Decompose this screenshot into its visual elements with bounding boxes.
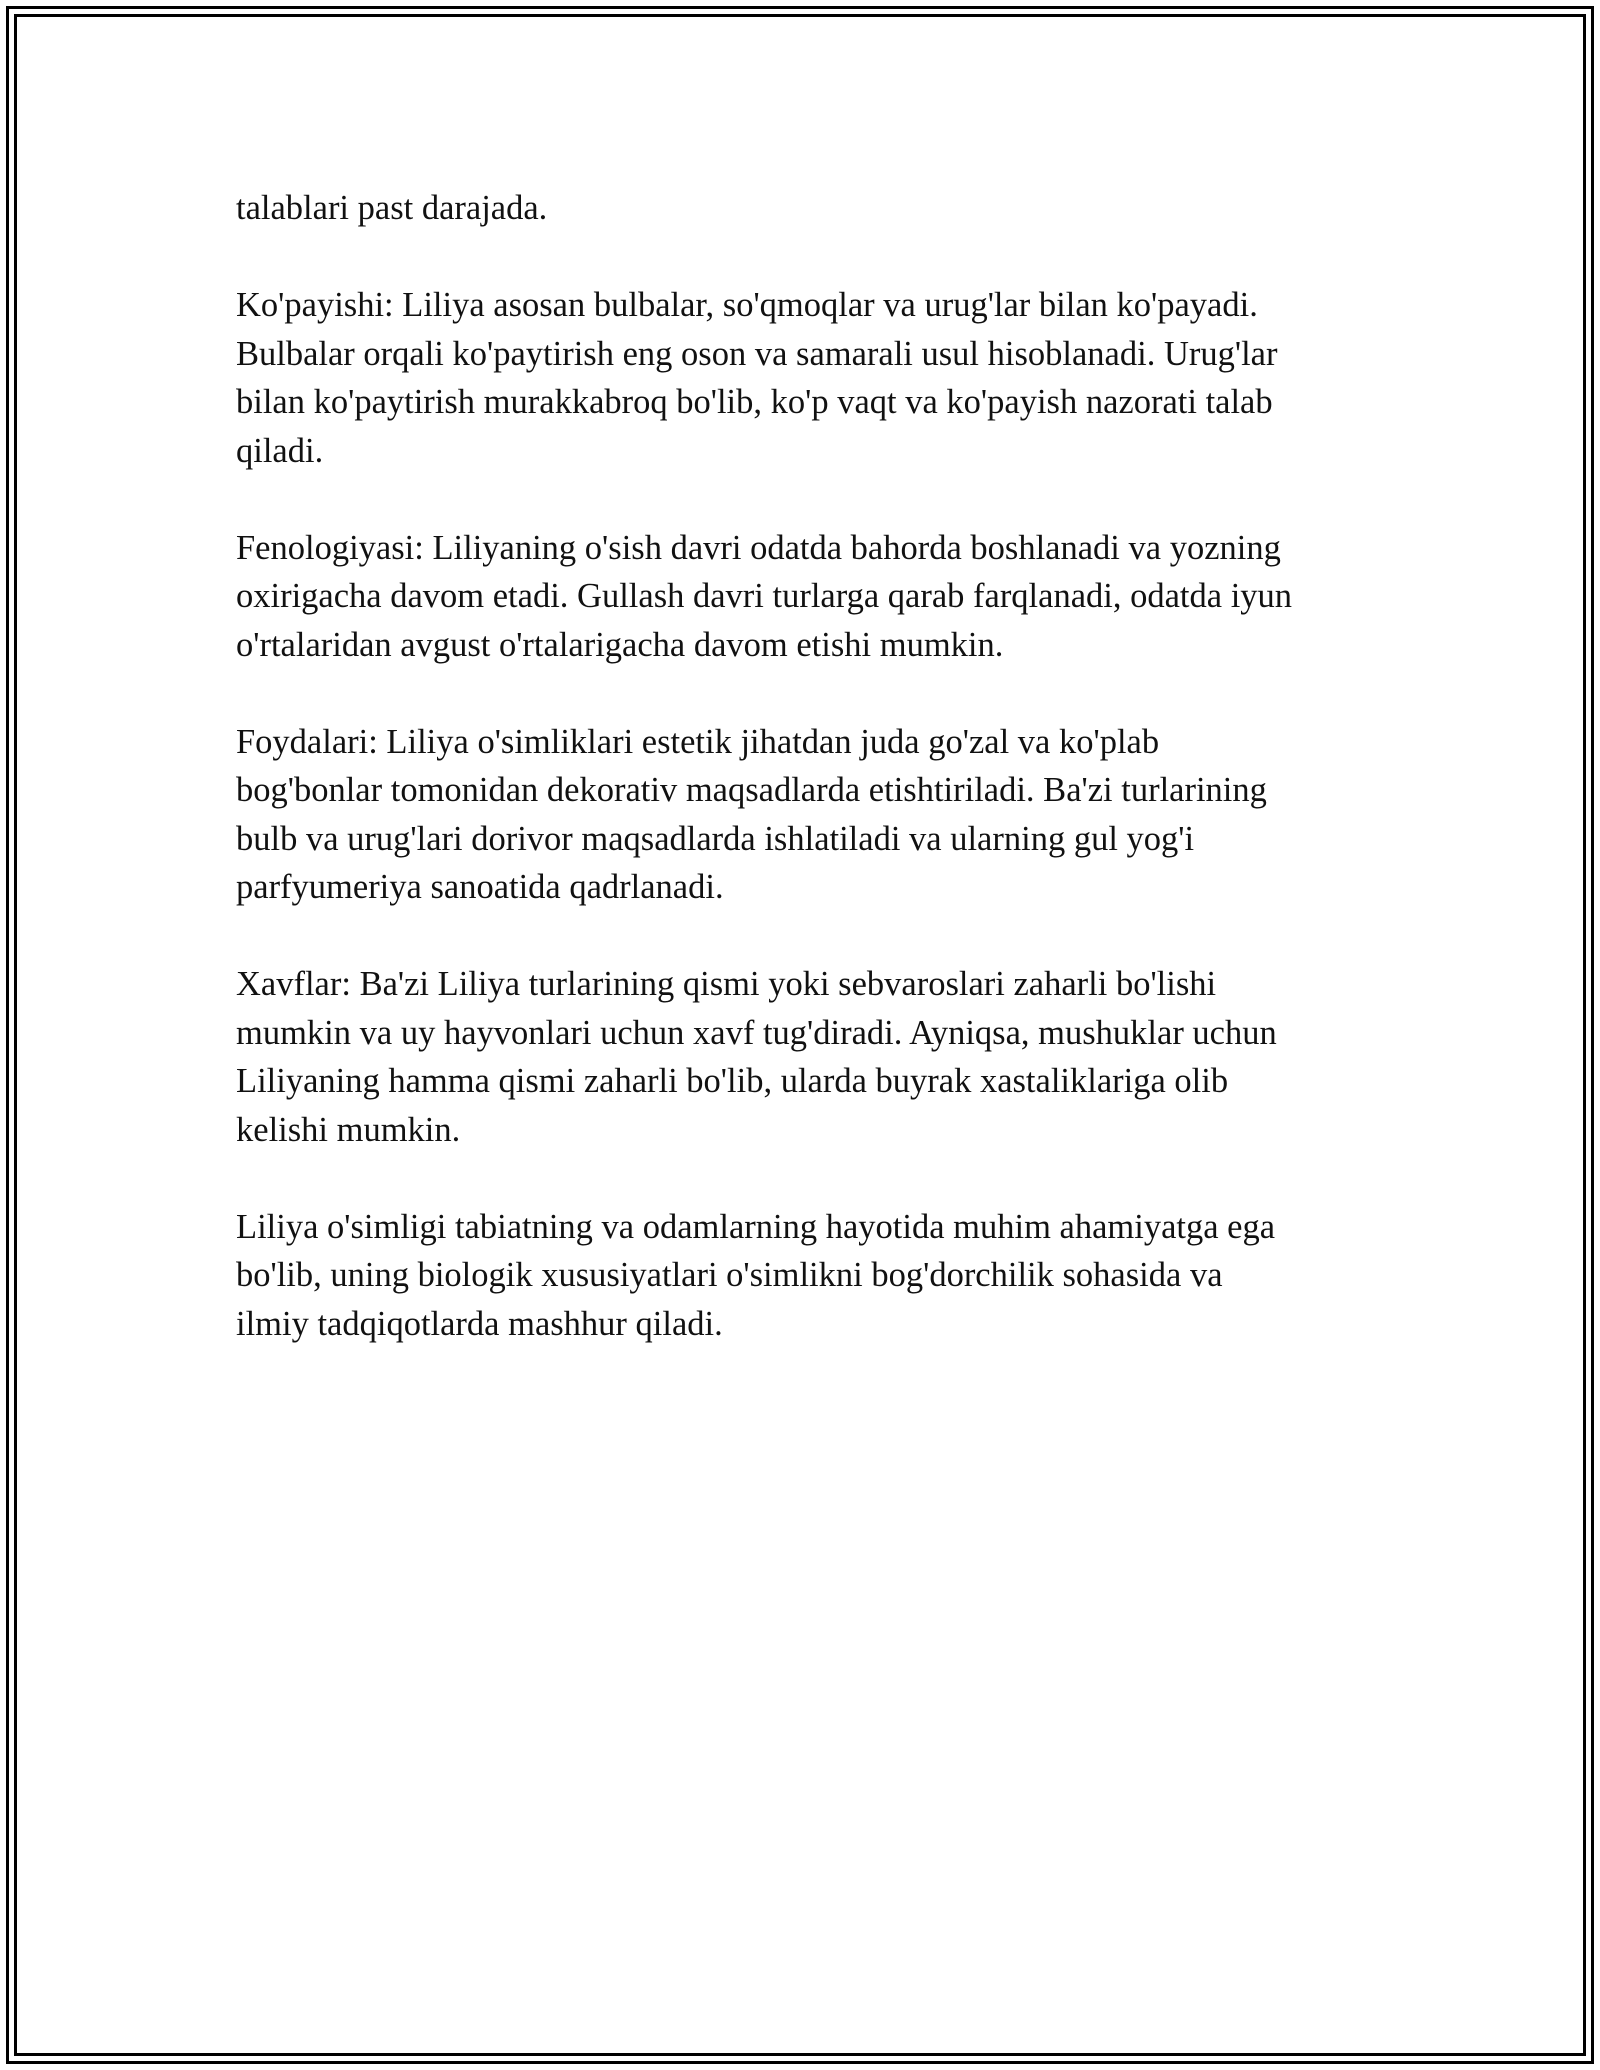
document-body: [236, 184, 1366, 1397]
paragraph-conclusion: Liliya o'simligi tabiatning va odamlarning hayotida muhim ahamiyatga ega bo'lib, uning biologik xususiyatlari o'simlikni bog'dorchilik sohasida va ilmiy tadqiqotlarda mashhur qiladi.: [236, 1207, 1276, 1343]
paragraph-fenologiyasi: Fenologiyasi: Liliyaning o'sish davri odatda bahorda boshlanadi va yozning oxirigacha davom etadi. Gullash davri turlarga qarab farqlanadi, odatda iyun o'rtalaridan avgust o'rtalarigacha davom etishi mumkin.: [236, 528, 1293, 664]
paragraph-foydalari: Foydalari: Liliya o'simliklari estetik jihatdan juda go'zal va ko'plab bog'bonlar tomonidan dekorativ maqsadlarda etishtiriladi. Ba'zi turlarining bulb va urug'lari dorivor maqsadlarda ishlatiladi va ularning gul yog'i parfyumeriya sanoatida qadrlanadi.: [236, 722, 1267, 906]
paragraph-xavflar: Xavflar: Ba'zi Liliya turlarining qismi yoki sebvaroslari zaharli bo'lishi mumkin va uy hayvonlari uchun xavf tug'diradi. Ayniqsa, mushuklar uchun Liliyaning hamma qismi zaharli bo'lib, ularda buyrak xastaliklariga olib kelishi mumkin.: [236, 965, 1277, 1149]
paragraph-continuation: talablari past darajada.: [236, 189, 548, 227]
paragraph-kopayishi: Ko'payishi: Liliya asosan bulbalar, so'qmoqlar va urug'lar bilan ko'payadi. Bulbalar orqali ko'paytirish eng oson va samarali usul hisoblanadi. Urug'lar bilan ko'paytirish murakkabroq bo'lib, ko'p vaqt va ko'payish nazorati talab qiladi.: [236, 286, 1278, 470]
